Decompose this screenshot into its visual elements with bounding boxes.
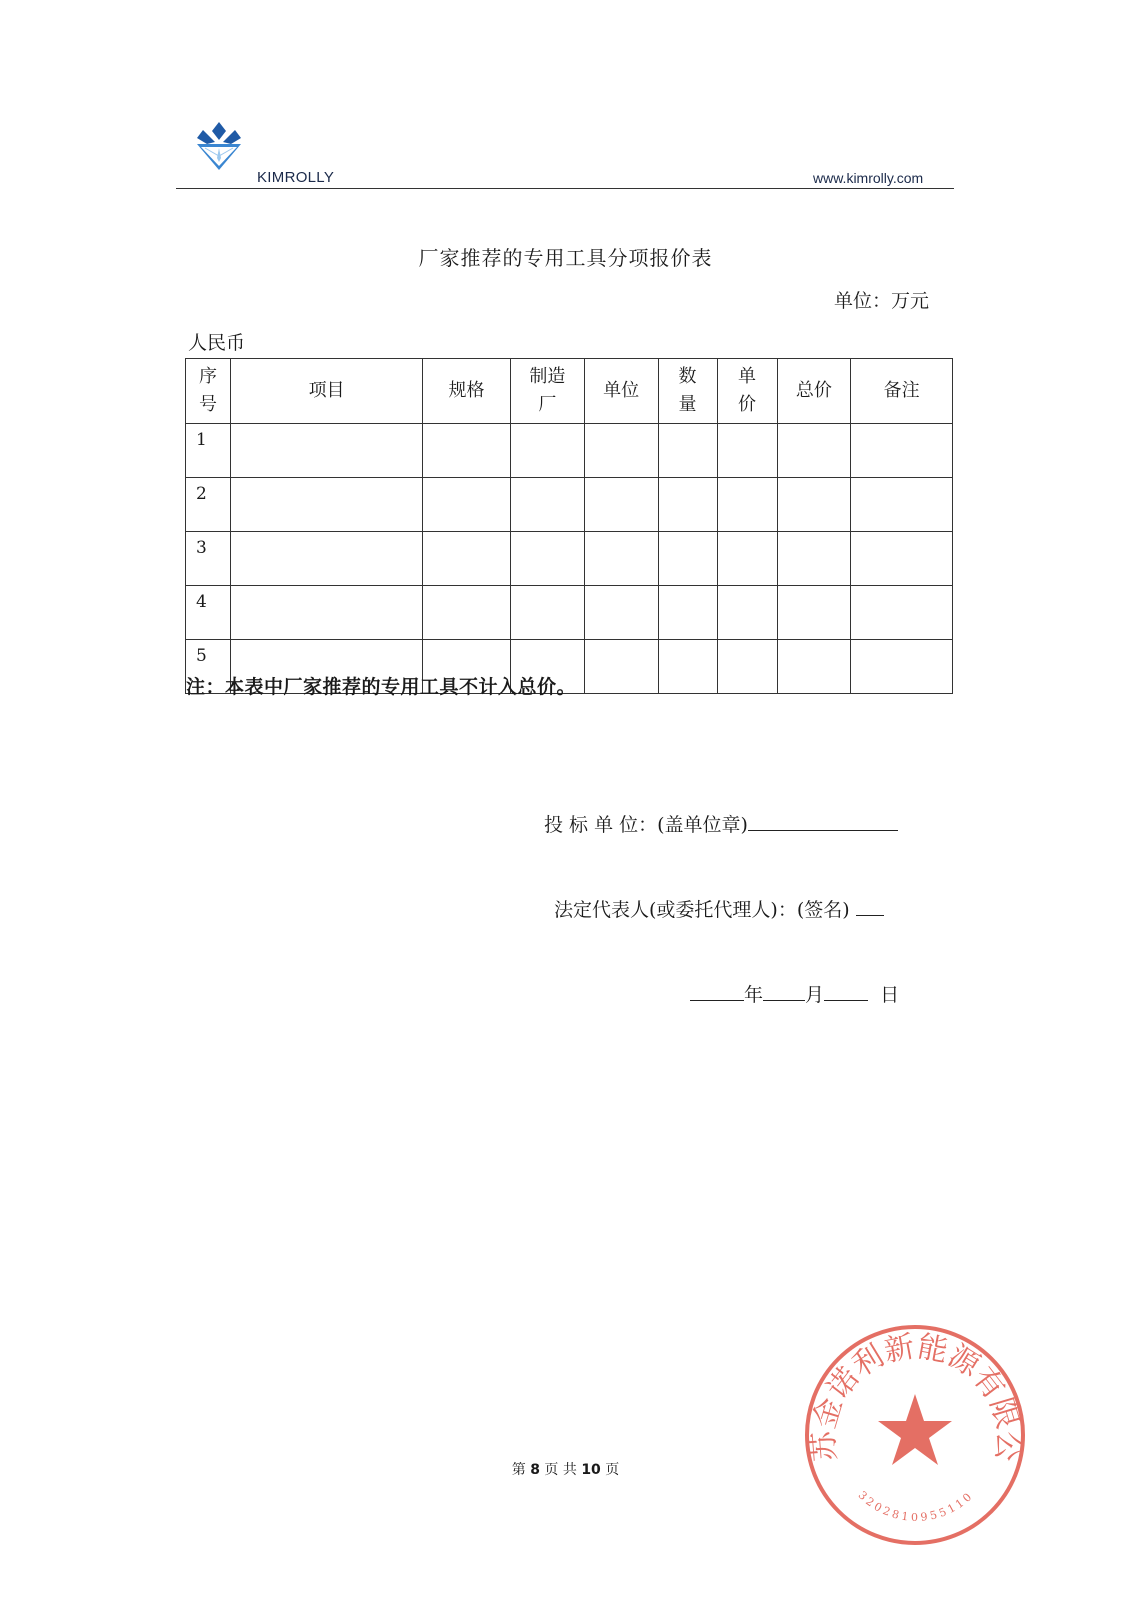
header-remarks: 备注	[851, 359, 953, 424]
row-number: 2	[186, 478, 231, 532]
logo-text: KIMROLLY	[257, 169, 335, 186]
cell-item[interactable]	[230, 478, 422, 532]
cell-remarks[interactable]	[851, 424, 953, 478]
company-logo	[193, 120, 245, 172]
year-field[interactable]	[690, 999, 744, 1001]
seal-number: 3202810955110	[855, 1488, 977, 1524]
cell-manufacturer[interactable]	[510, 424, 584, 478]
cell-unit-price[interactable]	[717, 478, 777, 532]
table-row	[186, 532, 953, 586]
cell-remarks[interactable]	[851, 532, 953, 586]
cell-spec[interactable]	[423, 424, 511, 478]
cell-total-price[interactable]	[777, 640, 851, 694]
row-number: 5	[186, 640, 231, 694]
cell-remarks[interactable]	[851, 640, 953, 694]
cell-spec[interactable]	[423, 532, 511, 586]
header-unit-price: 单价	[717, 359, 777, 424]
cell-manufacturer[interactable]	[510, 532, 584, 586]
header-quantity: 数量	[658, 359, 717, 424]
cell-spec[interactable]	[423, 478, 511, 532]
bidder-stamp-field[interactable]	[748, 829, 898, 831]
header-spec: 规格	[423, 359, 511, 424]
unit-label: 单位：万元	[834, 290, 930, 312]
month-label: 月	[805, 984, 825, 1006]
cell-unit[interactable]	[584, 478, 658, 532]
cell-item[interactable]	[230, 424, 422, 478]
row-number: 4	[186, 586, 231, 640]
row-number: 1	[186, 424, 231, 478]
header-item: 项目	[230, 359, 422, 424]
header-seq: 序号	[186, 359, 231, 424]
cell-total-price[interactable]	[777, 424, 851, 478]
cell-total-price[interactable]	[777, 478, 851, 532]
seal-stamp-icon	[800, 1320, 1030, 1550]
company-seal	[800, 1320, 1030, 1550]
cell-remarks[interactable]	[851, 478, 953, 532]
table-header-row	[186, 359, 953, 424]
representative-signature-field[interactable]	[856, 914, 884, 916]
table-row	[186, 424, 953, 478]
kimrolly-logo-icon	[193, 120, 245, 172]
page-prefix: 第	[511, 1462, 526, 1478]
header-divider	[176, 188, 954, 189]
cell-unit-price[interactable]	[717, 640, 777, 694]
cell-unit-price[interactable]	[717, 586, 777, 640]
header-manufacturer: 制造厂	[510, 359, 584, 424]
table-row	[186, 586, 953, 640]
representative-line	[554, 895, 884, 922]
header-unit: 单位	[584, 359, 658, 424]
cell-quantity[interactable]	[658, 532, 717, 586]
seal-company-name: 苏金诺利新能源有限公	[806, 1329, 1026, 1463]
header-total-price: 总价	[777, 359, 851, 424]
cell-manufacturer[interactable]	[510, 586, 584, 640]
bidder-line	[544, 810, 898, 837]
cell-total-price[interactable]	[777, 586, 851, 640]
page-mid: 页 共	[544, 1462, 577, 1478]
cell-quantity[interactable]	[658, 424, 717, 478]
date-line	[690, 980, 899, 1007]
quote-table	[185, 358, 953, 694]
cell-unit[interactable]	[584, 424, 658, 478]
page-current: 8	[530, 1462, 540, 1478]
cell-item[interactable]	[230, 532, 422, 586]
cell-unit[interactable]	[584, 640, 658, 694]
cell-spec[interactable]	[423, 586, 511, 640]
cell-unit-price[interactable]	[717, 424, 777, 478]
bidder-label: 投 标 单 位：(盖单位章)	[544, 814, 748, 836]
cell-quantity[interactable]	[658, 586, 717, 640]
day-field[interactable]	[824, 999, 868, 1001]
table-row	[186, 478, 953, 532]
website-url[interactable]: www.kimrolly.com	[813, 170, 924, 186]
cell-unit-price[interactable]	[717, 532, 777, 586]
currency-label: 人民币	[188, 332, 246, 354]
table-note: 注：本表中厂家推荐的专用工具不计入总价。	[186, 676, 577, 698]
month-field[interactable]	[763, 999, 805, 1001]
cell-total-price[interactable]	[777, 532, 851, 586]
row-number: 3	[186, 532, 231, 586]
page-title: 厂家推荐的专用工具分项报价表	[418, 246, 713, 270]
cell-remarks[interactable]	[851, 586, 953, 640]
page-total: 10	[581, 1462, 601, 1478]
cell-unit[interactable]	[584, 586, 658, 640]
page-suffix: 页	[605, 1462, 620, 1478]
day-label: 日	[880, 984, 900, 1006]
cell-quantity[interactable]	[658, 640, 717, 694]
cell-item[interactable]	[230, 586, 422, 640]
cell-manufacturer[interactable]	[510, 478, 584, 532]
year-label: 年	[744, 984, 764, 1006]
cell-unit[interactable]	[584, 532, 658, 586]
representative-label: 法定代表人(或委托代理人)：(签名)	[554, 899, 850, 921]
cell-quantity[interactable]	[658, 478, 717, 532]
